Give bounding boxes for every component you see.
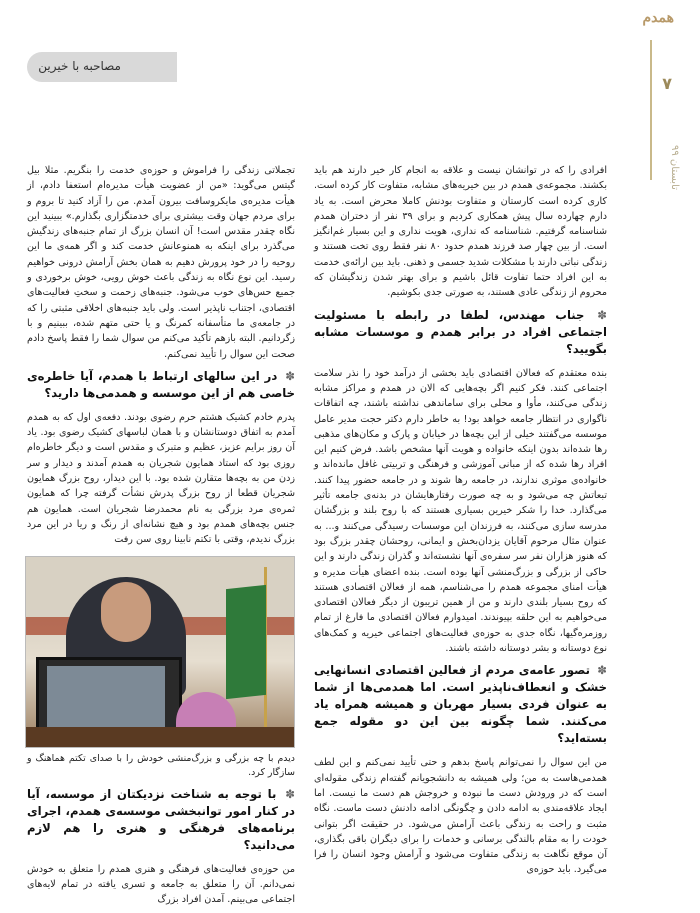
question-heading — [27, 368, 295, 402]
flag — [226, 584, 266, 698]
margin-accent-line — [650, 40, 652, 180]
section-tab — [27, 52, 177, 82]
right-column — [314, 163, 607, 884]
question-text: تصور عامه‌ی مردم از فعالین اقتصادی انسانهایی خشک و انعطاف‌ناپذیر است. اما همدمی‌ها از شما به عنوان فردی بسیار مهربان و همیشه همراه یاد می‌کنند. شما چگونه بین این دو مقوله جمع بسته‌اید؟ — [314, 663, 607, 746]
issue-label: تابستان ۹۹ — [669, 145, 680, 190]
question-text: با توجه به شناخت نزدیکتان از موسسه، آیا در کنار امور توانبخشی موسسه‌ی همدم، اجرای برنامه‌های فرهنگی و هنری را هم لازم می‌دانید؟ — [27, 786, 295, 852]
portrait-image — [47, 666, 165, 728]
bullet-icon: ✽ — [285, 786, 295, 801]
paragraph: تجملاتی زندگی را فراموش و حوزه‌ی خدمت را بنگریم. مثلا بیل گیتس می‌گوید: «من از عضویت هیأت مدیره‌ام استعفا دادم، از هیأت مدیره‌ی مایکروسافت بیرون آمدم. من را آزاد کنید تا بروم و برای مردم جهان وقت بیشتری برای خدمتگزاری بگذارم.» ببینید این نگاه چقدر مقدس است! آن انسان بزرگ از تمام جنبه‌های زندگیش می‌گذرد برای اینکه به همنوعانش خدمت کند و اگر همه‌ی ما این روحیه را در خود پرورش دهیم به همان بخش آرامش درونی خواهیم رسید. این نوع نگاه به زندگی باعث خوش رویی، خوش برخوردی و جمیع حس‌های خوب می‌شود. جنبه‌های زحمت و سختِ فعالیت‌های اقتصادی، اجتناب ناپذیر است. ولی باید جنبه‌های اخلاقی مثبتی را که در جامعه‌ی ما متأسفانه کمرنگ و یا حتی متهم شده، ببینیم و با زگردانیم. البته بازهم تأکید می‌کنم من سوال شما را فقط پاسخ دادم صحت این سوال را تأیید نمی‌کنم. — [27, 165, 295, 360]
question-text: جناب مهندس، لطفا در رابطه با مسئولیت اجتماعی افراد در برابر همدم و موسسات مشابه بگویید؟ — [314, 307, 607, 356]
bullet-icon: ✽ — [597, 307, 607, 322]
question-heading — [314, 307, 607, 358]
paragraph: افرادی را که در توانشان نیست و علاقه به انجام کار خیر دارند هم باید بکشند. مجموعه‌ی همدم در بین خیریه‌های مشابه، متفاوت کار کرده است. کاری کرده است کارستان و متفاوت بودنش کاملا محرض است. به یاد دارم چهارده سال پیش همکاری کردیم و برای ۳۹ نفر از دختران همدم شناسنامه گرفتیم. شناسنامه که نداری، هویت نداری و این بسیار غم‌انگیز است. از بین چهار صد فرزند همدم حدود ۸۰ نفر فقط روی تخت هستند و زندگی نباتی دارند با مشکلات شدید جسمی و ذهنی. باید بین ارائه‌ی خدمت به این افراد حتما تفاوت قائل باشیم و برای بهتر شدن زندگیشان که محروم از زندگی عادی هستند، به صورتی جدی بکوشیم. — [314, 165, 608, 299]
left-column — [27, 163, 295, 913]
paragraph: من حوزه‌ی فعالیت‌های فرهنگی و هنری همدم را متعلق به خودش نمی‌دانم. آن را متعلق به جامعه و تسری یافته در تمام لایه‌های اجتماعی می‌بینم. آمدن افراد بزرگ — [27, 863, 295, 906]
bullet-icon: ✽ — [285, 368, 295, 383]
bullet-icon: ✽ — [597, 663, 607, 678]
paragraph: من این سوال را نمی‌توانم پاسخ بدهم و حتی تأیید نمی‌کنم و این لطف همدمی‌هاست به من؛ ولی همیشه به دانشجویانم گفته‌ام زندگی مقوله‌ای است که در ورودش دست ما نبوده و خروجش هم دست ما نیست. اما ایجاد علاقه‌مندی به ادامه دادن و چگونگی ادامه دادنش دست ماست. نگاه مثبت و راحت به زندگی باعث آرامش می‌شود. در حقیقت اگر بتوانی خودت را به مقام بالندگی برسانی و خدمات را برای دیگران باقی بگذاری، آن موقع نگاهت به زندگی متفاوت می‌شود و آرامش وجود انسان را فرا می‌گیرد. باید حوزه‌ی — [314, 757, 607, 876]
paragraph: پدرم خادم کشیک هشتم حرم رضوی بودند. دفعه‌ی اول که به همدم آمدم به اتفاق دوستانشان و با همان لباسهای کشیک رضوی بود. یاد آن روز برایم عزیز، عظیم و متبرک و مقدس است و دیگر خاطره‌ام روزی بود که استاد همایون شجریان به همدم آمدند و دیدار و سر زدن من به بچه‌ها متقارن شده بود. با این دیدار، روح بزرگ همایون شجریان قطعا از روح بزرگ پدرش نشأت گرفته چرا که همایون ثمره‌ی مرد بزرگی به نام محمدرضا شجریان است. همایون هم جنس بچه‌های همدم بود و هیچ نشانه‌ای از رنگ و ریا در این مرد بزرگ ندیدم، وقتی با تکتم نابینا روی سن رفت — [27, 411, 295, 546]
magazine-logo: همدم — [642, 10, 674, 26]
photo-face — [101, 582, 151, 642]
question-text: در این سالهای ارتباط با همدم، آیا خاطره‌ی خاصی هم از این موسسه و همدمی‌ها دارید؟ — [27, 368, 295, 400]
page-number: ۷ — [662, 74, 672, 93]
section-label: مصاحبه با خیرین — [38, 59, 121, 73]
photo-desk — [26, 727, 294, 747]
question-heading — [27, 786, 295, 854]
question-heading — [314, 662, 607, 747]
paragraph: بنده معتقدم که فعالان اقتصادی باید بخشی از درآمد خود را نذر سلامت اجتماعی کنند. فکر کنیم اگر بچه‌هایی که الان در همدم و مراکز مشابه زندگی می‌کنند، مأوا و محلی برای ساماندهی نداشته باشند، چه اتفاقات ناگواری در انتظار جامعه خواهد بود! به خاطر دارم دکتر حجت مدیر عامل موسسه می‌گفتند خیلی از این بچه‌ها در خیابان و پارک و مکان‌های مذهبی رها شده‌اند بدون اینکه خانواده و هویت آنها مشخص باشد. فرض کنیم این افراد رها شده که از مبانی آموزشی و فرهنگی و تربیتی غافل مانده‌اند و خانواده‌ی موثری ندارند، در جامعه رها شوند و در جامعه حضور پیدا کنند. تبعاتش چه می‌شود و به چه صورت رفتارهایشان در بدنه‌ی جامعه تأثیر می‌گذارد. خدا را شکر خیرین بسیاری هستند که با روح بلند و بزرگشان مدرسه سازی می‌کنند، به فرزندان این موسسات رسیدگی می‌کنند و... به عنوان مثال مرحوم آقایان یزدان‌بخش و ایمانی، روحشان چقدر بزرگ بود که هنوز هزاران نفر سر سفره‌ی آنها نشسته‌اند و گذران زندگی دارند و این حاکی از بزرگی و بزرگ‌منشی آنها بوده است. بنده اعضای هیأت مدیره و هیأت امنای مجموعه همدم را می‌شناسم، همه از فعالان اقتصادی هستند که روح بسیار بلندی دارند و من از همین تریبون از دیگر فعالان اقتصادی می‌خواهیم به این حلقه بپیوندند. امیدوارم فعالان اقتصادی ما فارغ از تمام روزمره‌گیها، نگاه جدی به حوزه‌ی فعالیت‌های اجتماعی خیریه و کمک‌های نوع دوستانه و بشر دوستانه داشته باشند. — [314, 367, 607, 655]
paragraph: دیدم با چه بزرگی و بزرگ‌منشی خودش را با صدای تکتم هماهنگ و سازگار کرد. — [27, 752, 295, 778]
interview-photo — [25, 556, 295, 748]
